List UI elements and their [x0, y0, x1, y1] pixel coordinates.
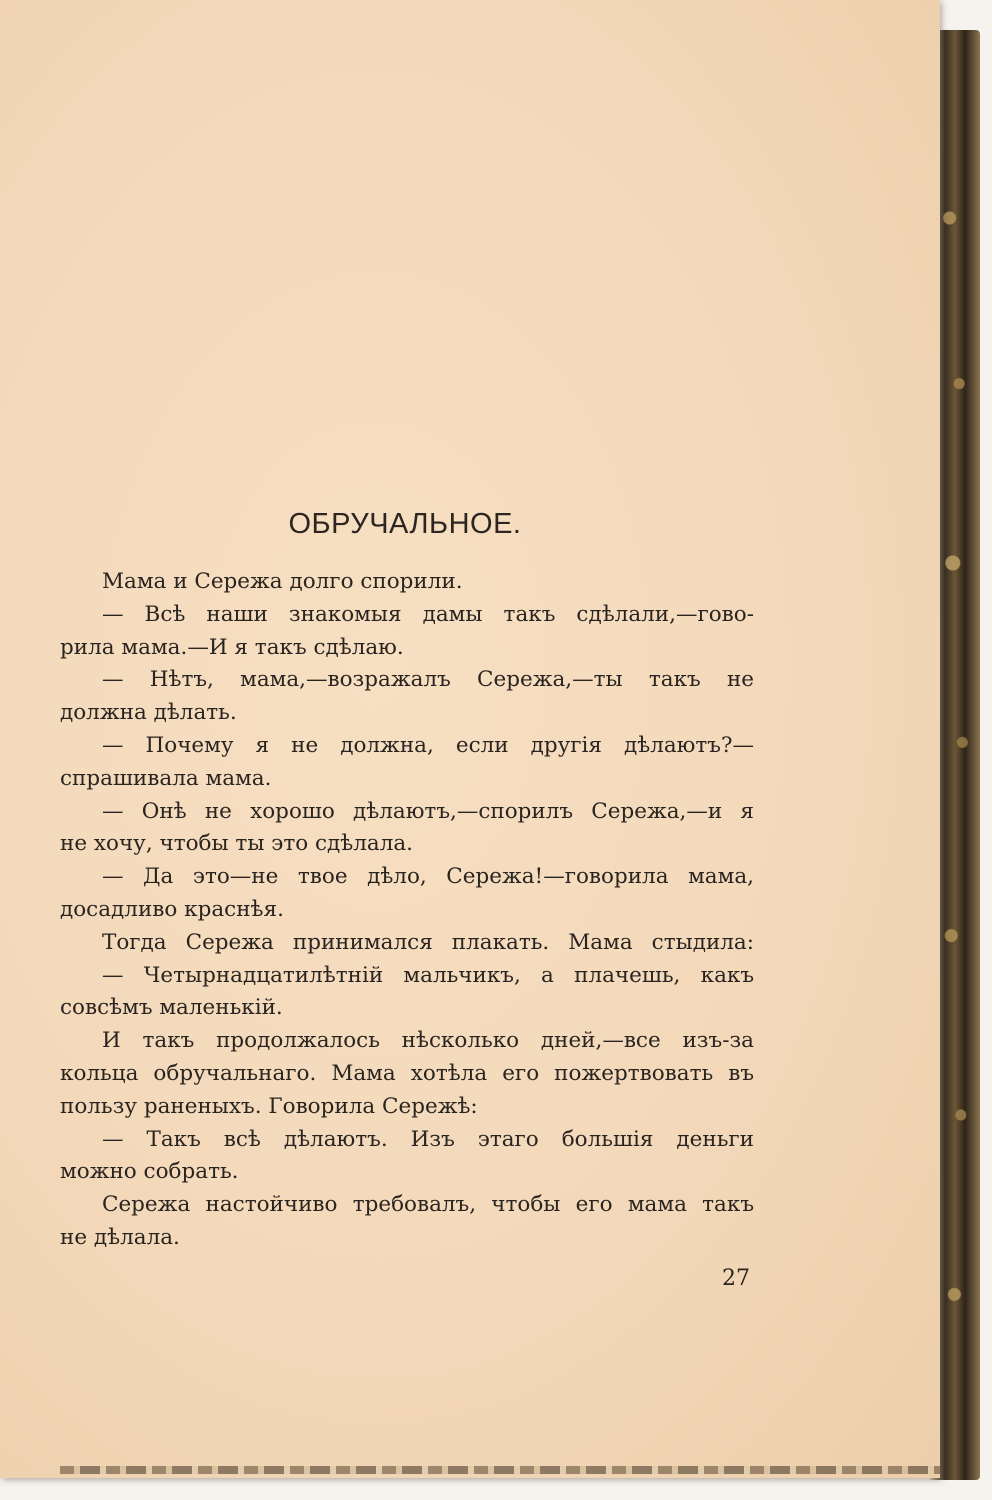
- text-line: — Да это—не твое дѣло, Сережа!—говорила мама,: [102, 864, 754, 890]
- text-line: пользу раненыхъ. Говорила Сережѣ:: [60, 1093, 478, 1119]
- text-line: можно собрать.: [60, 1159, 239, 1185]
- text-line: И такъ продолжалось нѣсколько дней,—все изъ-за: [102, 1028, 754, 1054]
- text-line: спрашивала мама.: [60, 765, 272, 791]
- body-text: [60, 566, 754, 1255]
- text-line: — Такъ всѣ дѣлаютъ. Изъ этаго большія деньги: [102, 1126, 754, 1152]
- text-line: — Почему я не должна, если другія дѣлаютъ?—: [102, 732, 754, 758]
- text-line: не хочу, чтобы ты это сдѣлала.: [60, 831, 414, 857]
- text-line: — Всѣ наши знакомыя дамы такъ сдѣлали,—гово-: [102, 601, 754, 627]
- text-line: не дѣлала.: [60, 1224, 180, 1250]
- text-line: кольца обручальнаго. Мама хотѣла его пожертвовать въ: [60, 1060, 754, 1086]
- book-edge-texture: [940, 80, 972, 1460]
- page-stack-edge: [60, 1466, 940, 1474]
- text-line: должна дѣлать.: [60, 700, 237, 726]
- text-line: — Нѣтъ, мама,—возражалъ Сережа,—ты такъ не: [102, 667, 754, 693]
- chapter-title: ОБРУЧАЛЬНОЕ.: [288, 508, 522, 540]
- text-line: рила мама.—И я такъ сдѣлаю.: [60, 634, 404, 660]
- text-line: — Онѣ не хорошо дѣлаютъ,—спорилъ Сережа,—и я: [102, 798, 754, 824]
- text-line: Тогда Сережа принимался плакать. Мама стыдила:: [102, 929, 754, 955]
- text-line: — Четырнадцатилѣтній мальчикъ, а плачешь, какъ: [102, 962, 754, 988]
- text-line: досадливо краснѣя.: [60, 896, 284, 922]
- text-line: Мама и Сережа долго спорили.: [102, 569, 463, 594]
- text-line: Сережа настойчиво требовалъ, чтобы его мама такъ: [102, 1192, 754, 1218]
- text-line: совсѣмъ маленькій.: [60, 995, 283, 1021]
- page-number: 27: [722, 1266, 750, 1291]
